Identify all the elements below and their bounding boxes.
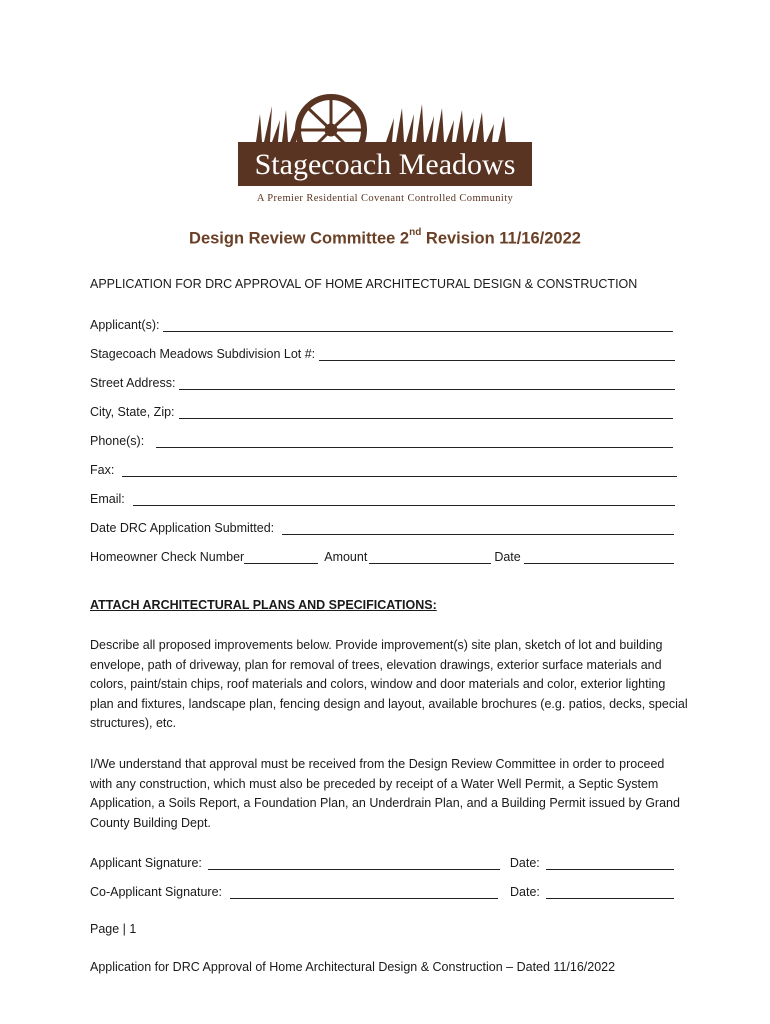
check-number-input[interactable]	[244, 550, 318, 564]
logo-tagline: A Premier Residential Covenant Controlled Community	[256, 193, 514, 204]
application-subtitle: APPLICATION FOR DRC APPROVAL OF HOME ARCHITECTURAL DESIGN & CONSTRUCTION	[90, 277, 638, 291]
street-address-field: Street Address:	[90, 372, 675, 390]
street-address-input[interactable]	[179, 376, 675, 390]
city-state-zip-input[interactable]	[179, 405, 673, 419]
improvements-description: Describe all proposed improvements below. Provide improvement(s) site plan, sketch of lot and building envelope, path of driveway, plan for removal of trees, elevation drawings, exterior surface materials and colors, paint/stain chips, roof materials and colors, window and door materials and color, exterior lighting plan and fixtures, landscape plan, fencing design and layout, available brochures (e.g. patios, decks, special structures), etc.	[90, 638, 688, 730]
co-applicant-date-input[interactable]	[546, 885, 674, 899]
attach-plans-heading: ATTACH ARCHITECTURAL PLANS AND SPECIFICATIONS:	[90, 598, 437, 612]
lot-field: Stagecoach Meadows Subdivision Lot #:	[90, 343, 675, 361]
phone-field: Phone(s):	[90, 430, 673, 448]
fax-field: Fax:	[90, 459, 677, 477]
check-date-input[interactable]	[524, 550, 674, 564]
amount-input[interactable]	[369, 550, 491, 564]
page-number: Page | 1	[90, 922, 137, 936]
applicants-input[interactable]	[163, 318, 673, 332]
logo-name: Stagecoach Meadows	[254, 148, 516, 181]
email-input[interactable]	[133, 492, 675, 506]
lot-input[interactable]	[319, 347, 675, 361]
fax-input[interactable]	[122, 463, 677, 477]
check-amount-date-row: Homeowner Check Number Amount Date	[90, 546, 674, 564]
applicants-field: Applicant(s):	[90, 314, 673, 332]
footer-text: Application for DRC Approval of Home Architectural Design & Construction – Dated 11/16/2022	[90, 960, 616, 974]
co-applicant-signature-input[interactable]	[230, 885, 498, 899]
co-applicant-signature-row: Co-Applicant Signature: Date:	[90, 881, 674, 899]
phone-input[interactable]	[156, 434, 673, 448]
city-state-zip-field: City, State, Zip:	[90, 401, 673, 419]
email-field: Email:	[90, 488, 675, 506]
applicant-signature-input[interactable]	[208, 856, 500, 870]
date-submitted-field: Date DRC Application Submitted:	[90, 517, 674, 535]
page-title: Design Review Committee 2nd Revision 11/16/2022	[189, 227, 581, 248]
date-submitted-input[interactable]	[282, 521, 674, 535]
applicant-date-input[interactable]	[546, 856, 674, 870]
approval-statement: I/We understand that approval must be received from the Design Review Committee in order to proceed with any construction, which must also be preceded by receipt of a Water Well Permit, a Septic System Application, a Soils Report, a Foundation Plan, an Underdrain Plan, and a Building Permit issued by Grand County Building Dept.	[90, 757, 680, 830]
applicant-signature-row: Applicant Signature: Date:	[90, 852, 674, 870]
